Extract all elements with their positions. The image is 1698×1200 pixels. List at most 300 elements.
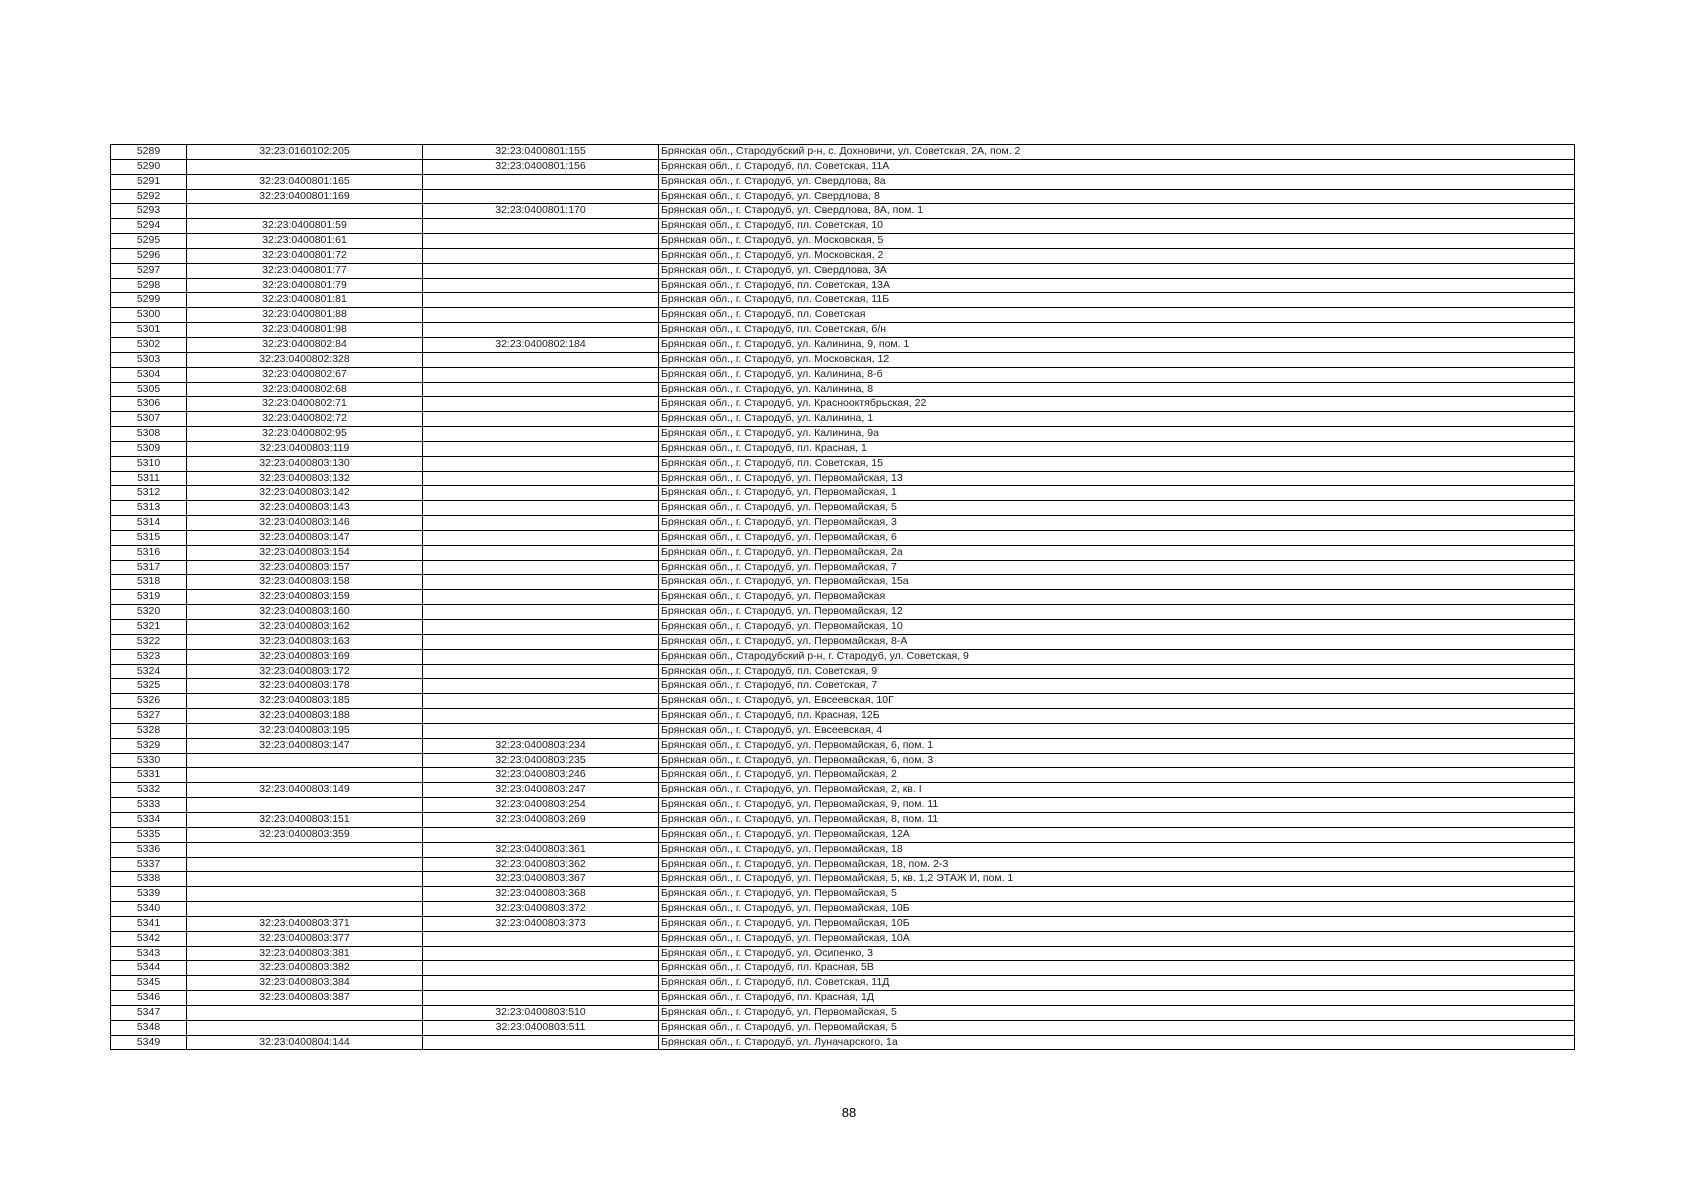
object-cadastral-number-cell [423,367,659,382]
cadastral-number-cell: 32:23:0400803:371 [187,916,423,931]
address-cell: Брянская обл., г. Стародуб, ул. Первомайская, 15а [659,575,1575,590]
address-cell: Брянская обл., г. Стародуб, ул. Первомайская, 18, пом. 2-3 [659,857,1575,872]
cadastral-number-cell: 32:23:0400803:147 [187,738,423,753]
row-number-cell: 5322 [111,634,187,649]
address-cell: Брянская обл., г. Стародуб, ул. Первомайская [659,590,1575,605]
address-cell: Брянская обл., г. Стародуб, ул. Осипенко, 3 [659,946,1575,961]
row-number-cell: 5317 [111,560,187,575]
page-number: 88 [841,1105,857,1120]
table-row [111,812,1575,827]
table-row [111,397,1575,412]
address-cell: Брянская обл., г. Стародуб, пл. Красная, 5В [659,961,1575,976]
address-cell: Брянская обл., г. Стародуб, ул. Первомайская, 5 [659,501,1575,516]
address-cell: Брянская обл., г. Стародуб, ул. Калинина, 8 [659,382,1575,397]
cadastral-number-cell [187,159,423,174]
cadastral-number-cell: 32:23:0400801:79 [187,278,423,293]
address-cell: Брянская обл., г. Стародуб, пл. Советская [659,308,1575,323]
object-cadastral-number-cell [423,560,659,575]
address-cell: Брянская обл., г. Стародуб, ул. Первомайская, 2, кв. I [659,783,1575,798]
cadastral-number-cell: 32:23:0400803:157 [187,560,423,575]
cadastral-number-cell: 32:23:0400803:159 [187,590,423,605]
address-cell: Брянская обл., г. Стародуб, ул. Первомайская, 6, пом. 1 [659,738,1575,753]
cadastral-number-cell: 32:23:0400802:68 [187,382,423,397]
row-number-cell: 5332 [111,783,187,798]
table-row [111,842,1575,857]
cadastral-number-cell: 32:23:0400803:158 [187,575,423,590]
cadastral-number-cell: 32:23:0400803:178 [187,679,423,694]
table-row [111,174,1575,189]
table-row [111,560,1575,575]
object-cadastral-number-cell [423,308,659,323]
address-cell: Брянская обл., Стародубский р-н, с. Дохновичи, ул. Советская, 2А, пом. 2 [659,145,1575,160]
row-number-cell: 5314 [111,516,187,531]
address-cell: Брянская обл., г. Стародуб, ул. Луначарского, 1а [659,1035,1575,1050]
object-cadastral-number-cell [423,323,659,338]
cadastral-number-cell: 32:23:0400803:162 [187,620,423,635]
object-cadastral-number-cell: 32:23:0400803:362 [423,857,659,872]
cadastral-number-cell: 32:23:0400803:132 [187,471,423,486]
row-number-cell: 5293 [111,204,187,219]
object-cadastral-number-cell [423,961,659,976]
table-row [111,620,1575,635]
object-cadastral-number-cell [423,634,659,649]
object-cadastral-number-cell [423,174,659,189]
address-cell: Брянская обл., г. Стародуб, ул. Свердлова, 3А [659,263,1575,278]
object-cadastral-number-cell: 32:23:0400803:254 [423,798,659,813]
table-row [111,946,1575,961]
row-number-cell: 5304 [111,367,187,382]
row-number-cell: 5329 [111,738,187,753]
row-number-cell: 5291 [111,174,187,189]
row-number-cell: 5309 [111,441,187,456]
address-cell: Брянская обл., г. Стародуб, ул. Первомайская, 10Б [659,916,1575,931]
cadastral-number-cell: 32:23:0400803:377 [187,931,423,946]
row-number-cell: 5305 [111,382,187,397]
row-number-cell: 5343 [111,946,187,961]
table-row [111,723,1575,738]
object-cadastral-number-cell [423,219,659,234]
cadastral-number-cell: 32:23:0400803:154 [187,545,423,560]
address-cell: Брянская обл., г. Стародуб, пл. Красная, 1Д [659,991,1575,1006]
address-cell: Брянская обл., г. Стародуб, пл. Советская, 7 [659,679,1575,694]
object-cadastral-number-cell [423,427,659,442]
object-cadastral-number-cell [423,412,659,427]
row-number-cell: 5316 [111,545,187,560]
object-cadastral-number-cell [423,516,659,531]
row-number-cell: 5323 [111,649,187,664]
table-row [111,427,1575,442]
cadastral-number-cell [187,204,423,219]
table-row [111,664,1575,679]
row-number-cell: 5320 [111,605,187,620]
cadastral-number-cell: 32:23:0400803:160 [187,605,423,620]
table-row [111,902,1575,917]
object-cadastral-number-cell: 32:23:0400801:170 [423,204,659,219]
table-row [111,991,1575,1006]
table-row [111,486,1575,501]
table-row [111,545,1575,560]
cadastral-number-cell [187,768,423,783]
address-cell: Брянская обл., г. Стародуб, ул. Первомайская, 9, пом. 11 [659,798,1575,813]
address-cell: Брянская обл., г. Стародуб, ул. Первомайская, 5, кв. 1,2 ЭТАЖ И, пом. 1 [659,872,1575,887]
table-row [111,412,1575,427]
table-row [111,709,1575,724]
row-number-cell: 5292 [111,189,187,204]
row-number-cell: 5321 [111,620,187,635]
table-row [111,263,1575,278]
object-cadastral-number-cell [423,575,659,590]
object-cadastral-number-cell [423,397,659,412]
cadastral-number-cell: 32:23:0400801:169 [187,189,423,204]
row-number-cell: 5289 [111,145,187,160]
cadastral-number-cell: 32:23:0400802:72 [187,412,423,427]
row-number-cell: 5333 [111,798,187,813]
address-cell: Брянская обл., г. Стародуб, ул. Первомайская, 13 [659,471,1575,486]
row-number-cell: 5346 [111,991,187,1006]
cadastral-number-cell: 32:23:0400801:98 [187,323,423,338]
registry-table [110,144,1575,1050]
object-cadastral-number-cell [423,234,659,249]
address-cell: Брянская обл., г. Стародуб, ул. Московская, 12 [659,352,1575,367]
cadastral-number-cell: 32:23:0400803:147 [187,530,423,545]
table-row [111,337,1575,352]
object-cadastral-number-cell [423,471,659,486]
table-row [111,145,1575,160]
table-row [111,887,1575,902]
row-number-cell: 5318 [111,575,187,590]
cadastral-number-cell: 32:23:0400803:119 [187,441,423,456]
table-row [111,1005,1575,1020]
cadastral-number-cell: 32:23:0400803:151 [187,812,423,827]
cadastral-number-cell: 32:23:0400802:328 [187,352,423,367]
table-row [111,590,1575,605]
cadastral-number-cell: 32:23:0400804:144 [187,1035,423,1050]
table-row [111,248,1575,263]
cadastral-number-cell: 32:23:0400803:163 [187,634,423,649]
row-number-cell: 5301 [111,323,187,338]
object-cadastral-number-cell [423,352,659,367]
address-cell: Брянская обл., г. Стародуб, ул. Краснооктябрьская, 22 [659,397,1575,412]
address-cell: Брянская обл., г. Стародуб, пл. Советская, 15 [659,456,1575,471]
table-row [111,441,1575,456]
object-cadastral-number-cell [423,827,659,842]
row-number-cell: 5297 [111,263,187,278]
table-row [111,649,1575,664]
address-cell: Брянская обл., г. Стародуб, ул. Первомайская, 8-А [659,634,1575,649]
table-row [111,783,1575,798]
cadastral-number-cell: 32:23:0400803:188 [187,709,423,724]
table-row [111,961,1575,976]
object-cadastral-number-cell [423,382,659,397]
row-number-cell: 5349 [111,1035,187,1050]
object-cadastral-number-cell: 32:23:0400803:373 [423,916,659,931]
row-number-cell: 5344 [111,961,187,976]
cadastral-number-cell: 32:23:0400801:59 [187,219,423,234]
table-row [111,605,1575,620]
table-row [111,931,1575,946]
table-row [111,323,1575,338]
cadastral-number-cell: 32:23:0400801:165 [187,174,423,189]
table-row [111,352,1575,367]
address-cell: Брянская обл., г. Стародуб, ул. Первомайская, 12А [659,827,1575,842]
address-cell: Брянская обл., г. Стародуб, ул. Первомайская, 12 [659,605,1575,620]
address-cell: Брянская обл., г. Стародуб, ул. Первомайская, 18 [659,842,1575,857]
table-row [111,976,1575,991]
object-cadastral-number-cell [423,1035,659,1050]
row-number-cell: 5302 [111,337,187,352]
cadastral-number-cell: 32:23:0400803:130 [187,456,423,471]
table-row [111,872,1575,887]
row-number-cell: 5327 [111,709,187,724]
object-cadastral-number-cell [423,530,659,545]
row-number-cell: 5300 [111,308,187,323]
cadastral-number-cell: 32:23:0400801:61 [187,234,423,249]
table-row [111,1020,1575,1035]
cadastral-number-cell: 32:23:0160102:205 [187,145,423,160]
cadastral-number-cell: 32:23:0400803:142 [187,486,423,501]
row-number-cell: 5326 [111,694,187,709]
row-number-cell: 5339 [111,887,187,902]
object-cadastral-number-cell: 32:23:0400803:246 [423,768,659,783]
row-number-cell: 5342 [111,931,187,946]
address-cell: Брянская обл., г. Стародуб, ул. Первомайская, 2а [659,545,1575,560]
address-cell: Брянская обл., г. Стародуб, пл. Советская, 13А [659,278,1575,293]
table-row [111,219,1575,234]
cadastral-number-cell: 32:23:0400803:382 [187,961,423,976]
row-number-cell: 5340 [111,902,187,917]
table-row [111,159,1575,174]
table-row [111,471,1575,486]
table-row [111,738,1575,753]
cadastral-number-cell: 32:23:0400802:84 [187,337,423,352]
cadastral-number-cell: 32:23:0400802:71 [187,397,423,412]
table-row [111,234,1575,249]
row-number-cell: 5348 [111,1020,187,1035]
object-cadastral-number-cell [423,263,659,278]
object-cadastral-number-cell [423,620,659,635]
address-cell: Брянская обл., г. Стародуб, ул. Первомайская, 5 [659,1020,1575,1035]
object-cadastral-number-cell: 32:23:0400803:247 [423,783,659,798]
table-row [111,857,1575,872]
object-cadastral-number-cell: 32:23:0400803:367 [423,872,659,887]
address-cell: Брянская обл., г. Стародуб, пл. Советская, 11А [659,159,1575,174]
address-cell: Брянская обл., г. Стародуб, ул. Евсеевская, 10Г [659,694,1575,709]
row-number-cell: 5307 [111,412,187,427]
object-cadastral-number-cell [423,664,659,679]
address-cell: Брянская обл., г. Стародуб, ул. Свердлова, 8А, пом. 1 [659,204,1575,219]
cadastral-number-cell: 32:23:0400803:384 [187,976,423,991]
object-cadastral-number-cell: 32:23:0400801:155 [423,145,659,160]
row-number-cell: 5336 [111,842,187,857]
row-number-cell: 5319 [111,590,187,605]
cadastral-number-cell: 32:23:0400803:195 [187,723,423,738]
address-cell: Брянская обл., г. Стародуб, ул. Первомайская, 10 [659,620,1575,635]
table-row [111,916,1575,931]
cadastral-number-cell: 32:23:0400801:72 [187,248,423,263]
cadastral-number-cell [187,798,423,813]
object-cadastral-number-cell: 32:23:0400802:184 [423,337,659,352]
row-number-cell: 5306 [111,397,187,412]
row-number-cell: 5315 [111,530,187,545]
object-cadastral-number-cell [423,501,659,516]
address-cell: Брянская обл., г. Стародуб, ул. Первомайская, 5 [659,1005,1575,1020]
object-cadastral-number-cell [423,441,659,456]
row-number-cell: 5299 [111,293,187,308]
row-number-cell: 5330 [111,753,187,768]
object-cadastral-number-cell [423,248,659,263]
cadastral-number-cell: 32:23:0400803:185 [187,694,423,709]
cadastral-number-cell: 32:23:0400801:77 [187,263,423,278]
registry-table-body [111,145,1575,1050]
object-cadastral-number-cell [423,189,659,204]
object-cadastral-number-cell [423,649,659,664]
object-cadastral-number-cell [423,545,659,560]
row-number-cell: 5324 [111,664,187,679]
object-cadastral-number-cell: 32:23:0400803:235 [423,753,659,768]
object-cadastral-number-cell [423,605,659,620]
object-cadastral-number-cell: 32:23:0400801:156 [423,159,659,174]
object-cadastral-number-cell: 32:23:0400803:269 [423,812,659,827]
object-cadastral-number-cell [423,679,659,694]
cadastral-number-cell: 32:23:0400803:169 [187,649,423,664]
table-row [111,679,1575,694]
address-cell: Брянская обл., г. Стародуб, ул. Свердлова, 8а [659,174,1575,189]
table-row [111,367,1575,382]
cadastral-number-cell [187,857,423,872]
address-cell: Брянская обл., г. Стародуб, ул. Первомайская, 6, пом. 3 [659,753,1575,768]
address-cell: Брянская обл., г. Стародуб, пл. Красная, 1 [659,441,1575,456]
row-number-cell: 5298 [111,278,187,293]
object-cadastral-number-cell [423,590,659,605]
row-number-cell: 5303 [111,352,187,367]
row-number-cell: 5341 [111,916,187,931]
object-cadastral-number-cell [423,486,659,501]
row-number-cell: 5328 [111,723,187,738]
row-number-cell: 5313 [111,501,187,516]
row-number-cell: 5312 [111,486,187,501]
object-cadastral-number-cell [423,946,659,961]
object-cadastral-number-cell [423,293,659,308]
address-cell: Брянская обл., г. Стародуб, ул. Первомайская, 10А [659,931,1575,946]
row-number-cell: 5308 [111,427,187,442]
object-cadastral-number-cell: 32:23:0400803:361 [423,842,659,857]
cadastral-number-cell: 32:23:0400801:88 [187,308,423,323]
object-cadastral-number-cell: 32:23:0400803:511 [423,1020,659,1035]
cadastral-number-cell [187,1005,423,1020]
cadastral-number-cell: 32:23:0400803:387 [187,991,423,1006]
cadastral-number-cell: 32:23:0400801:81 [187,293,423,308]
row-number-cell: 5290 [111,159,187,174]
address-cell: Брянская обл., г. Стародуб, ул. Московская, 2 [659,248,1575,263]
object-cadastral-number-cell: 32:23:0400803:234 [423,738,659,753]
table-row [111,308,1575,323]
address-cell: Брянская обл., г. Стародуб, ул. Первомайская, 7 [659,560,1575,575]
row-number-cell: 5335 [111,827,187,842]
address-cell: Брянская обл., г. Стародуб, ул. Калинина, 8-б [659,367,1575,382]
table-row [111,516,1575,531]
row-number-cell: 5337 [111,857,187,872]
cadastral-number-cell: 32:23:0400802:95 [187,427,423,442]
table-row [111,827,1575,842]
address-cell: Брянская обл., г. Стародуб, ул. Калинина, 9, пом. 1 [659,337,1575,352]
address-cell: Брянская обл., г. Стародуб, ул. Первомайская, 5 [659,887,1575,902]
row-number-cell: 5310 [111,456,187,471]
cadastral-number-cell: 32:23:0400803:149 [187,783,423,798]
object-cadastral-number-cell [423,723,659,738]
table-row [111,530,1575,545]
object-cadastral-number-cell: 32:23:0400803:372 [423,902,659,917]
table-row [111,694,1575,709]
cadastral-number-cell: 32:23:0400802:67 [187,367,423,382]
cadastral-number-cell: 32:23:0400803:146 [187,516,423,531]
object-cadastral-number-cell [423,709,659,724]
cadastral-number-cell: 32:23:0400803:172 [187,664,423,679]
address-cell: Брянская обл., г. Стародуб, пл. Красная, 12Б [659,709,1575,724]
object-cadastral-number-cell: 32:23:0400803:510 [423,1005,659,1020]
table-row [111,501,1575,516]
cadastral-number-cell [187,887,423,902]
address-cell: Брянская обл., г. Стародуб, ул. Калинина, 1 [659,412,1575,427]
address-cell: Брянская обл., г. Стародуб, пл. Советская, 10 [659,219,1575,234]
row-number-cell: 5347 [111,1005,187,1020]
row-number-cell: 5331 [111,768,187,783]
cadastral-number-cell [187,842,423,857]
object-cadastral-number-cell [423,278,659,293]
address-cell: Брянская обл., г. Стародуб, ул. Калинина, 9а [659,427,1575,442]
address-cell: Брянская обл., г. Стародуб, ул. Свердлова, 8 [659,189,1575,204]
object-cadastral-number-cell: 32:23:0400803:368 [423,887,659,902]
cadastral-number-cell: 32:23:0400803:359 [187,827,423,842]
cadastral-number-cell [187,753,423,768]
cadastral-number-cell: 32:23:0400803:381 [187,946,423,961]
address-cell: Брянская обл., г. Стародуб, ул. Первомайская, 3 [659,516,1575,531]
row-number-cell: 5345 [111,976,187,991]
cadastral-number-cell: 32:23:0400803:143 [187,501,423,516]
address-cell: Брянская обл., г. Стародуб, ул. Первомайская, 10Б [659,902,1575,917]
address-cell: Брянская обл., г. Стародуб, пл. Советская, 11Б [659,293,1575,308]
address-cell: Брянская обл., г. Стародуб, ул. Московская, 5 [659,234,1575,249]
address-cell: Брянская обл., г. Стародуб, ул. Первомайская, 1 [659,486,1575,501]
table-row [111,293,1575,308]
table-row [111,768,1575,783]
table-row [111,189,1575,204]
table-row [111,456,1575,471]
cadastral-number-cell [187,1020,423,1035]
table-row [111,753,1575,768]
object-cadastral-number-cell [423,976,659,991]
object-cadastral-number-cell [423,456,659,471]
table-row [111,1035,1575,1050]
table-row [111,382,1575,397]
address-cell: Брянская обл., г. Стародуб, ул. Первомайская, 8, пом. 11 [659,812,1575,827]
cadastral-number-cell [187,902,423,917]
row-number-cell: 5295 [111,234,187,249]
row-number-cell: 5294 [111,219,187,234]
table-row [111,278,1575,293]
row-number-cell: 5334 [111,812,187,827]
address-cell: Брянская обл., г. Стародуб, ул. Евсеевская, 4 [659,723,1575,738]
row-number-cell: 5338 [111,872,187,887]
table-row [111,634,1575,649]
row-number-cell: 5311 [111,471,187,486]
object-cadastral-number-cell [423,991,659,1006]
object-cadastral-number-cell [423,931,659,946]
address-cell: Брянская обл., Стародубский р-н, г. Стародуб, ул. Советская, 9 [659,649,1575,664]
address-cell: Брянская обл., г. Стародуб, пл. Советская, 9 [659,664,1575,679]
address-cell: Брянская обл., г. Стародуб, пл. Советская, б/н [659,323,1575,338]
table-row [111,575,1575,590]
address-cell: Брянская обл., г. Стародуб, пл. Советская, 11Д [659,976,1575,991]
